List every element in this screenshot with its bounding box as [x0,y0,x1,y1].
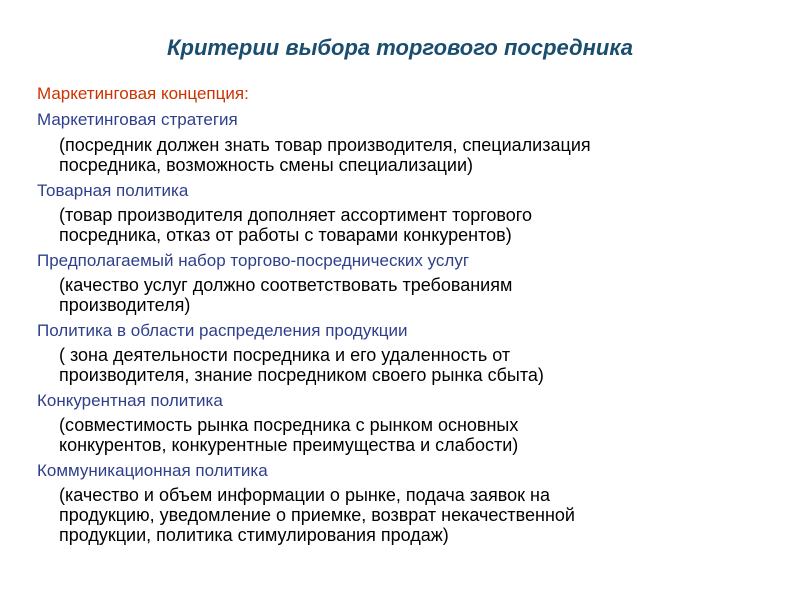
section-heading: Политика в области распределения продукции [37,321,408,340]
description-line: (качество и объем информации о рынке, подача заявок на [59,485,551,505]
section-description [59,485,757,545]
description-line: (посредник должен знать товар производителя, специализация [59,135,591,155]
description-line: ( зона деятельности посредника и его удаленность от [59,345,511,365]
section-description [59,415,757,455]
description-line: (качество услуг должно соответствовать требованиям [59,275,513,295]
description-line: производителя, знание посредником своего рынка сбыта) [59,365,544,385]
description-line: продукцию, уведомление о приемке, возврат некачественной [59,505,575,525]
description-line: посредника, отказ от работы с товарами конкурентов) [59,225,512,245]
description-line: конкурентов, конкурентные преимущества и слабости) [59,435,519,455]
section-heading: Конкурентная политика [37,391,223,410]
section-description [59,275,757,315]
criteria-section-communication-policy [37,461,757,545]
description-line: производителя) [59,295,191,315]
criteria-section-product-policy [37,181,757,245]
criteria-section-distribution-policy [37,321,757,385]
section-heading: Предполагаемый набор торгово-посреднических услуг [37,251,470,270]
section-description [59,345,757,385]
description-line: посредника, возможность смены специализации) [59,155,474,175]
section-description [59,135,757,175]
criteria-section-services [37,251,757,315]
description-line: (товар производителя дополняет ассортимент торгового [59,205,532,225]
criteria-section-competitive-policy [37,391,757,455]
description-line: (совместимость рынка посредника с рынком основных [59,415,519,435]
section-heading: Коммуникационная политика [37,461,268,480]
criteria-section-marketing-strategy [37,110,757,175]
slide-content [37,84,757,551]
slide-title: Критерии выбора торгового посредника [167,35,633,60]
section-heading: Товарная политика [37,181,189,200]
section-heading: Маркетинговая стратегия [37,110,238,129]
description-line: продукции, политика стимулирования продаж) [59,525,449,545]
section-description [59,205,757,245]
intro-label: Маркетинговая концепция: [37,84,249,103]
